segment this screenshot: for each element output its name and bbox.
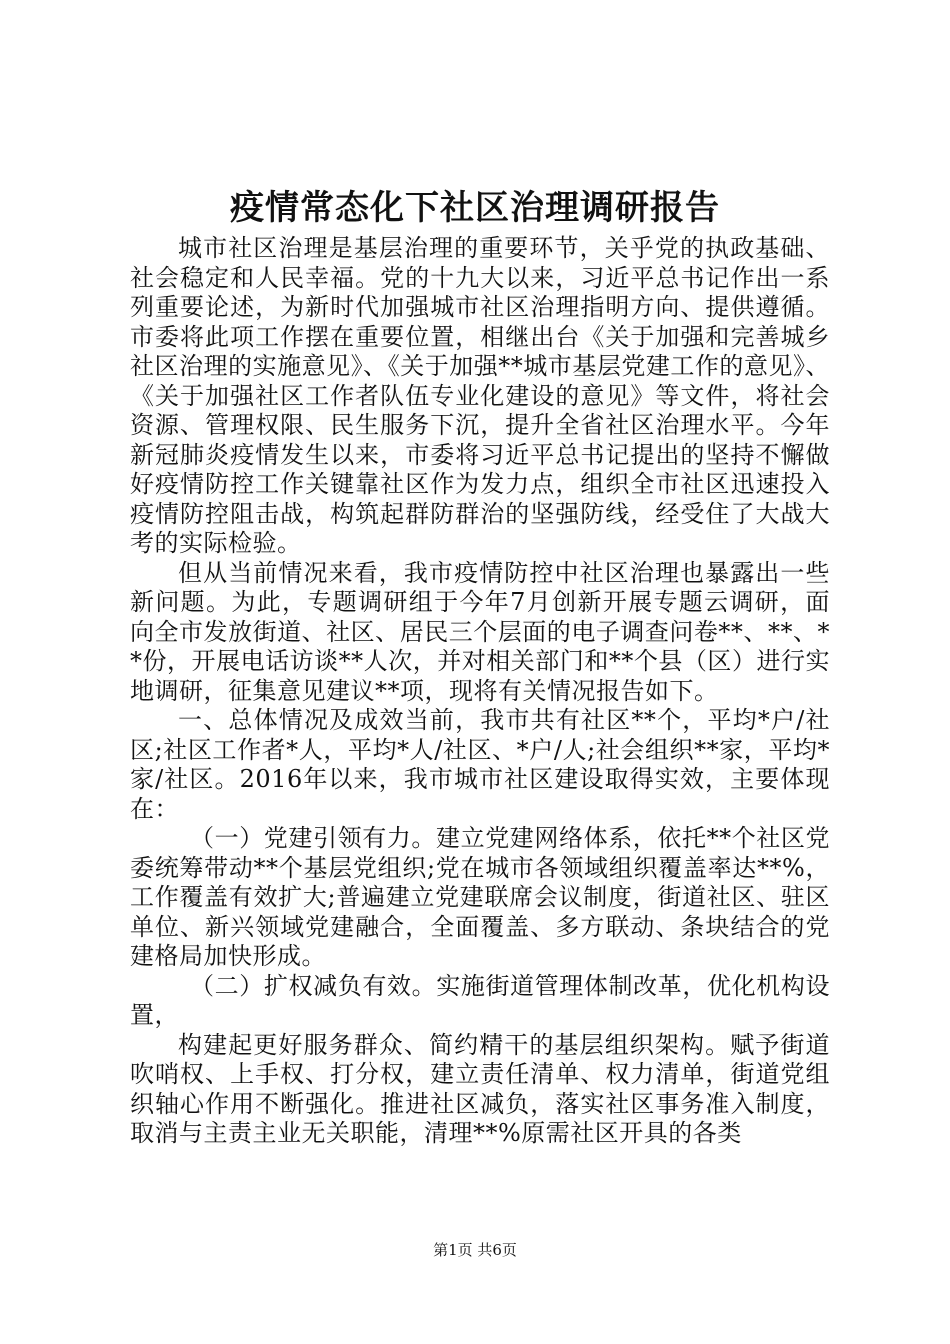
page-footer: 第1页 共6页: [433, 1241, 517, 1259]
paragraph-intro: 城市社区治理是基层治理的重要环节，关乎党的执政基础、社会稳定和人民幸福。党的十九大以来，习近平总书记作出一系列重要论述，为新时代加强城市社区治理指明方向、提供遵循。市委将此项工作摆在重要位置，相继出台《关于加强和完善城乡社区治理的实施意见》、《关于加强**城市基层党建工作的意见》、《关于加强社区工作者队伍专业化建设的意见》等文件，将社会资源、管理权限、民生服务下沉，提升全省社区治理水平。今年新冠肺炎疫情发生以来，市委将习近平总书记提出的坚持不懈做好疫情防控工作关键靠社区作为发力点，组织全市社区迅速投入疫情防控阻击战，构筑起群防群治的坚强防线，经受住了大战大考的实际检验。: [130, 234, 830, 557]
paragraph-overview: 一、总体情况及成效当前，我市共有社区**个，平均*户/社区;社区工作者*人，平均*人/社区、*户/人;社会组织**家，平均*家/社区。2016年以来，我市城市社区建设取得实效，主要体现在：: [130, 706, 830, 823]
paragraph-org-structure: 构建起更好服务群众、简约精干的基层组织架构。赋予街道吹哨权、上手权、打分权，建立责任清单、权力清单，街道党组织轴心作用不断强化。推进社区减负，落实社区事务准入制度，取消与主责主业无关职能，清理**%原需社区开具的各类: [130, 1030, 830, 1147]
document-body: [130, 234, 830, 1149]
paragraph-party-building: （一）党建引领有力。建立党建网络体系，依托**个社区党委统筹带动**个基层党组织;党在城市各领域组织覆盖率达**%，工作覆盖有效扩大;普遍建立党建联席会议制度，街道社区、驻区单位、新兴领域党建融合，全面覆盖、多方联动、条块结合的党建格局加快形成。: [130, 824, 830, 970]
document-title: 疫情常态化下社区治理调研报告: [230, 188, 720, 228]
paragraph-method: 但从当前情况来看，我市疫情防控中社区治理也暴露出一些新问题。为此，专题调研组于今年7月创新开展专题云调研，面向全市发放街道、社区、居民三个层面的电子调查问卷**、**、**份，开展电话访谈**人次，并对相关部门和**个县（区）进行实地调研，征集意见建议**项，现将有关情况报告如下。: [130, 558, 830, 705]
paragraph-empowerment: （二）扩权减负有效。实施街道管理体制改革，优化机构设置，: [130, 971, 830, 1029]
